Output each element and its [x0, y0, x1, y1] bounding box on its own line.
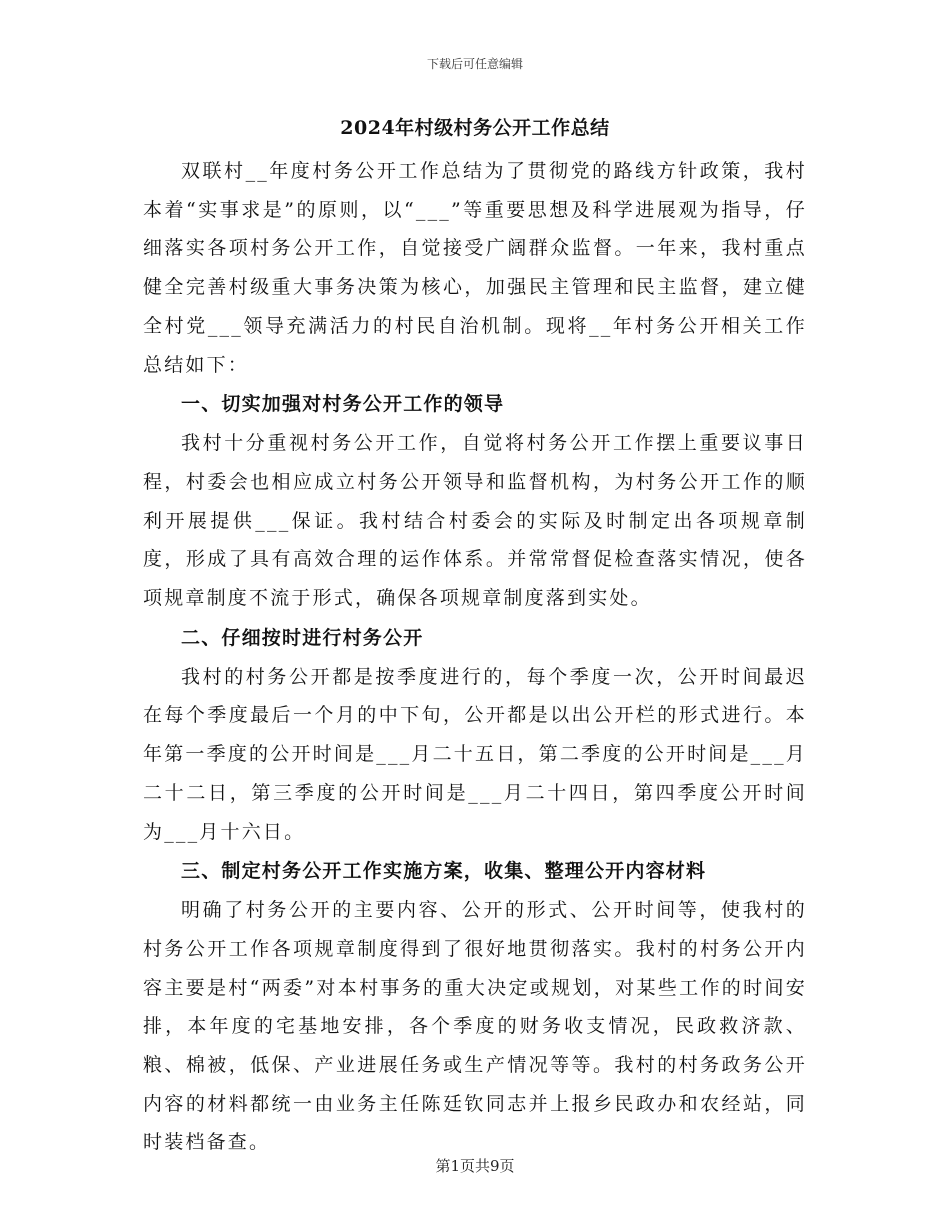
section-paragraph-2: 我村的村务公开都是按季度进行的，每个季度一次，公开时间最迟在每个季度最后一个月的中下旬，公开都是以出公开栏的形式进行。本年第一季度的公开时间是___月二十五日，第二季度的公开时间是___月二十二日，第三季度的公开时间是___月二十四日，第四季度公开时间为___月十六日。 [143, 665, 807, 843]
section-paragraph-1: 我村十分重视村务公开工作，自觉将村务公开工作摆上重要议事日程，村委会也相应成立村务公开领导和监督机构，为村务公开工作的顺利开展提供___保证。我村结合村委会的实际及时制定出各项规章制度，形成了具有高效合理的运作体系。并常常督促检查落实情况，使各项规章制度不流于形式，确保各项规章制度落到实处。 [143, 432, 807, 610]
section-heading-1: 一、切实加强对村务公开工作的领导 [181, 393, 505, 416]
document-title: 2024年村级村务公开工作总结 [340, 117, 610, 139]
section-paragraph-3: 明确了村务公开的主要内容、公开的形式、公开时间等，使我村的村务公开工作各项规章制度得到了很好地贯彻落实。我村的村务公开内容主要是村“两委”对本村事务的重大决定或规划，对某些工作的时间安排，本年度的宅基地安排，各个季度的财务收支情况，民政救济款、粮、棉被，低保、产业进展任务或生产情况等等。我村的村务政务公开内容的材料都统一由业务主任陈廷钦同志并上报乡民政办和农经站，同时装档备查。 [143, 899, 807, 1154]
document-body [143, 152, 807, 1162]
intro-paragraph: 双联村__年度村务公开工作总结为了贯彻党的路线方针政策，我村本着“实事求是”的原则，以“___”等重要思想及科学进展观为指导，仔细落实各项村务公开工作，自觉接受广阔群众监督。一年来，我村重点健全完善村级重大事务决策为核心，加强民主管理和民主监督，建立健全村党___领导充满活力的村民自治机制。现将__年村务公开相关工作总结如下： [143, 160, 807, 376]
header-note: 下载后可任意编辑 [426, 57, 523, 71]
section-heading-3: 三、制定村务公开工作实施方案，收集、整理公开内容材料 [181, 860, 707, 883]
page-footer: 第1页共9页 [435, 1157, 515, 1175]
section-heading-2: 二、仔细按时进行村务公开 [181, 626, 424, 649]
